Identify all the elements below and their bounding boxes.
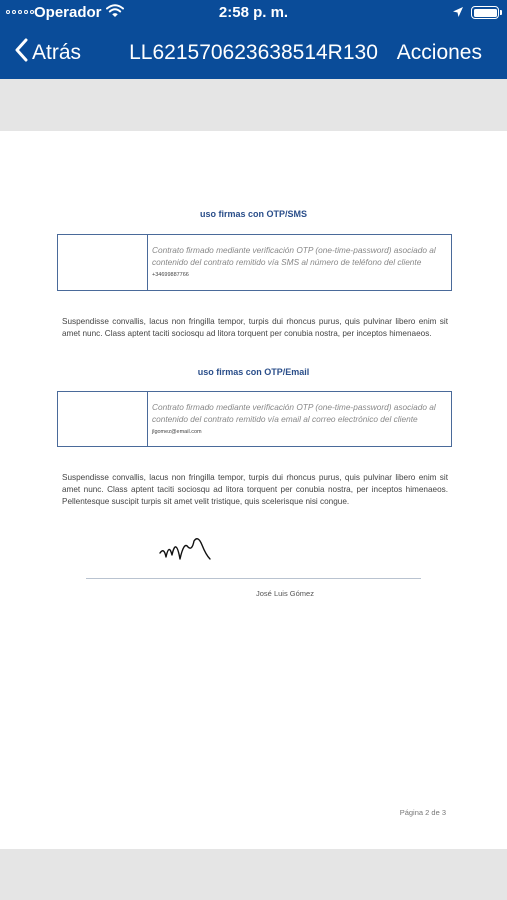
- signer-name: José Luis Gómez: [256, 589, 314, 598]
- signature-line: [86, 578, 421, 579]
- otp-email-address: jlgomez@email.com: [152, 429, 202, 435]
- page-title: LL621570623638514R130: [129, 41, 378, 64]
- paragraph-2: Suspendisse convallis, lacus non fringilla tempor, turpis dui rhoncus purus, quis pulvinar libero enim sit amet nunc. Class aptent taciti sociosqu ad litora torquent per conubia nostra, per inceptos himenaeos. Pellentesque suscipit turpis sit amet velit tristique, quis scelerisque nisi congue.: [62, 473, 448, 506]
- otp-email-box: [57, 391, 452, 447]
- section-heading-sms: uso firmas con OTP/SMS: [199, 209, 308, 219]
- back-label: Atrás: [32, 41, 82, 64]
- handwritten-signature: [158, 533, 218, 568]
- clock-time: 2:58 p. m.: [218, 4, 289, 21]
- otp-sms-description: Contrato firmado mediante verificación OTP (one-time-password) asociado al contenido del contrato remitido vía SMS al número de teléfono del cliente: [152, 245, 436, 267]
- otp-email-description: Contrato firmado mediante verificación OTP (one-time-password) asociado al contenido del contrato remitido vía email al correo electrónico del cliente: [152, 402, 436, 424]
- page-number: Página 2 de 3: [399, 808, 446, 817]
- carrier-name: Operador: [34, 4, 102, 21]
- status-bar: [0, 0, 507, 26]
- section-heading-email: uso firmas con OTP/Email: [197, 367, 310, 377]
- paragraph-1: Suspendisse convallis, lacus non fringilla tempor, turpis dui rhoncus purus, quis pulvinar libero enim sit amet nunc. Class aptent taciti sociosqu ad litora torquent per conubia nostra, per inceptos himenaeos.: [62, 317, 448, 338]
- actions-button[interactable]: Acciones: [396, 41, 482, 64]
- top-bar: [0, 0, 507, 79]
- otp-email-box-text-cell: [148, 392, 451, 446]
- otp-email-box-left-cell: [58, 392, 148, 446]
- otp-sms-box: [57, 234, 452, 291]
- navigation-bar: [0, 30, 507, 74]
- otp-sms-phone: +34699887766: [152, 272, 189, 278]
- location-arrow-icon: [452, 5, 464, 22]
- document-page: [0, 131, 507, 849]
- otp-sms-box-left-cell: [58, 235, 148, 290]
- otp-sms-box-text-cell: [148, 235, 451, 290]
- battery-icon: [471, 6, 499, 19]
